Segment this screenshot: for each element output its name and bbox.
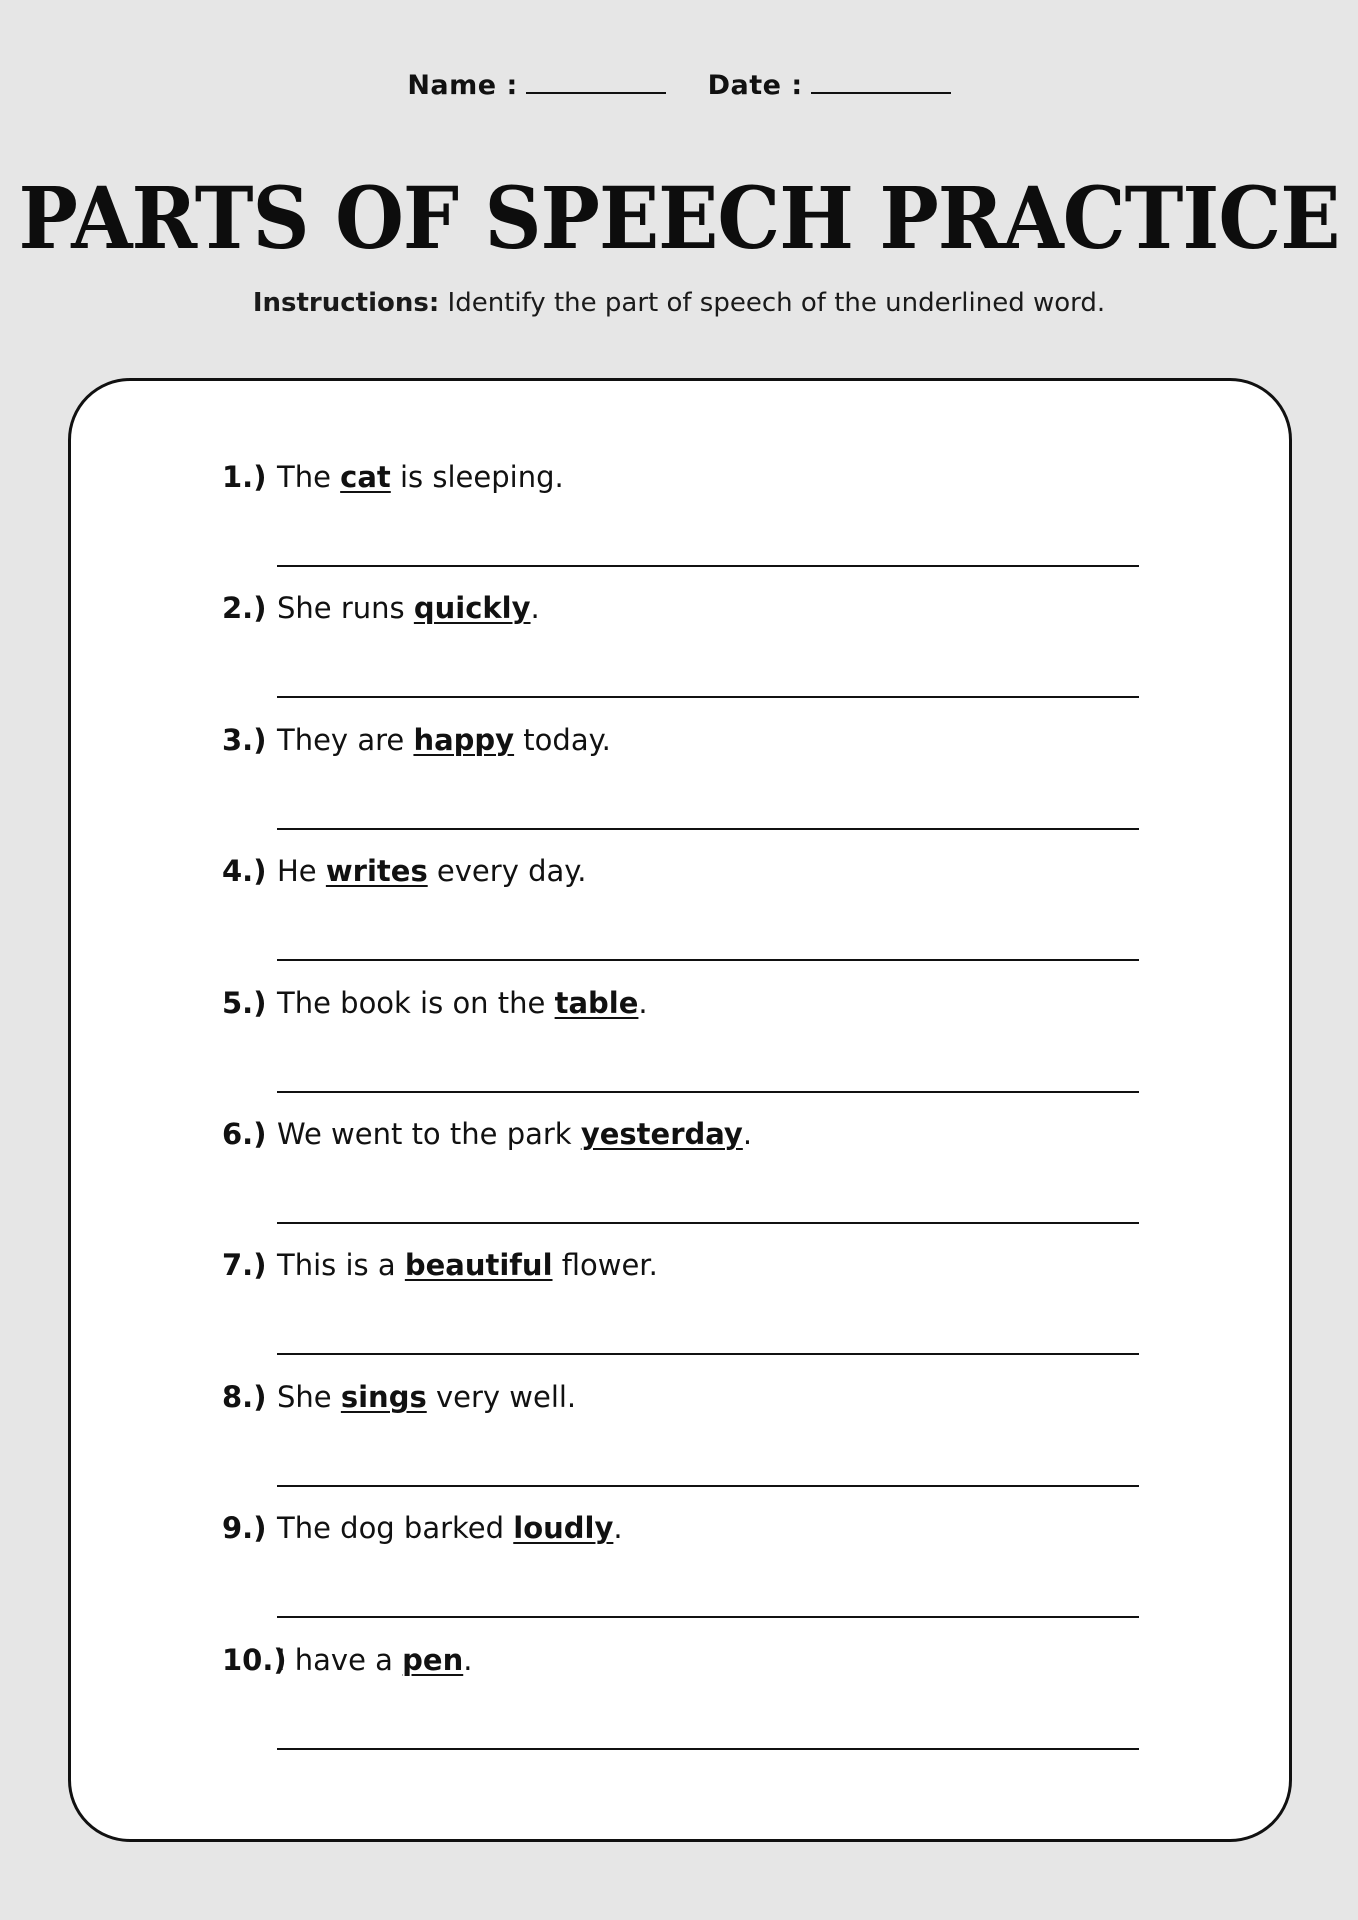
sentence-text-before: The dog barked [277,1511,514,1546]
sentence-text-before: She runs [277,591,414,626]
answer-line[interactable] [277,1485,1139,1487]
instructions-label: Instructions: [252,288,440,318]
answer-line[interactable] [277,1748,1139,1750]
underlined-word: yesterday [580,1117,743,1151]
name-label: Name : [407,70,518,101]
sentence-text-after: today. [514,722,611,757]
date-blank[interactable] [811,70,951,94]
instructions-text: Identify the part of speech of the underlined word. [447,288,1106,318]
sentence-text-after: flower. [552,1248,658,1283]
sentence-text-after: . [613,1511,623,1546]
sentence-text-after: is sleeping. [390,460,564,494]
sentence-text-before: I have a [277,1642,403,1677]
question-sentence [277,1117,752,1151]
question-number: 9.) [222,1511,267,1546]
underlined-word: quickly [413,591,531,626]
name-field[interactable] [407,70,665,101]
answer-line[interactable] [277,1091,1139,1093]
answer-line[interactable] [277,1222,1139,1224]
question-sentence [277,854,587,888]
underlined-word: loudly [513,1511,614,1546]
sentence-text-after: every day. [427,854,587,889]
question-sentence [277,986,648,1020]
sentence-text-before: The [277,460,341,494]
question-number: 6.) [222,1117,267,1151]
sentence-text-before: We went to the park [277,1117,581,1151]
answer-line[interactable] [277,1353,1139,1355]
question-number: 10.) [222,1642,287,1677]
question-number: 2.) [222,591,267,626]
sentence-text-before: He [277,854,326,889]
sentence-text-after: . [530,591,540,626]
underlined-word: cat [340,460,391,494]
underlined-word: beautiful [404,1248,553,1283]
underlined-word: writes [325,854,428,889]
date-label: Date : [707,70,803,101]
name-date-header [0,70,1358,101]
answer-line[interactable] [277,565,1139,567]
date-field[interactable] [708,70,951,101]
question-number: 7.) [222,1248,267,1283]
sentence-text-before: They are [277,722,414,757]
name-blank[interactable] [526,70,666,94]
sentence-text-after: . [742,1117,753,1151]
question-sentence [277,1380,576,1414]
question-sentence [277,460,564,494]
sentence-text-after: very well. [426,1379,577,1414]
underlined-word: sings [340,1379,427,1414]
answer-line[interactable] [277,959,1139,961]
answer-line[interactable] [277,828,1139,830]
question-sentence [277,1248,658,1282]
underlined-word: table [554,985,639,1020]
sentence-text-after: . [638,985,648,1020]
question-number: 5.) [222,985,267,1020]
question-sentence [277,1643,472,1677]
page-title: PARTS OF SPEECH PRACTICE [18,168,1340,269]
question-number: 3.) [222,722,267,757]
instructions [0,288,1358,318]
answer-line[interactable] [277,696,1139,698]
sentence-text-before: This is a [277,1248,405,1283]
sentence-text-after: . [463,1642,473,1677]
question-number: 4.) [222,854,267,889]
sentence-text-before: She [277,1379,341,1414]
question-number: 1.) [222,460,267,494]
question-sentence [277,1511,623,1545]
underlined-word: happy [413,722,515,757]
question-sentence [277,723,611,757]
question-number: 8.) [222,1379,267,1414]
answer-line[interactable] [277,1616,1139,1618]
question-sentence [277,591,540,625]
underlined-word: pen [402,1642,464,1677]
sentence-text-before: The book is on the [277,985,555,1020]
